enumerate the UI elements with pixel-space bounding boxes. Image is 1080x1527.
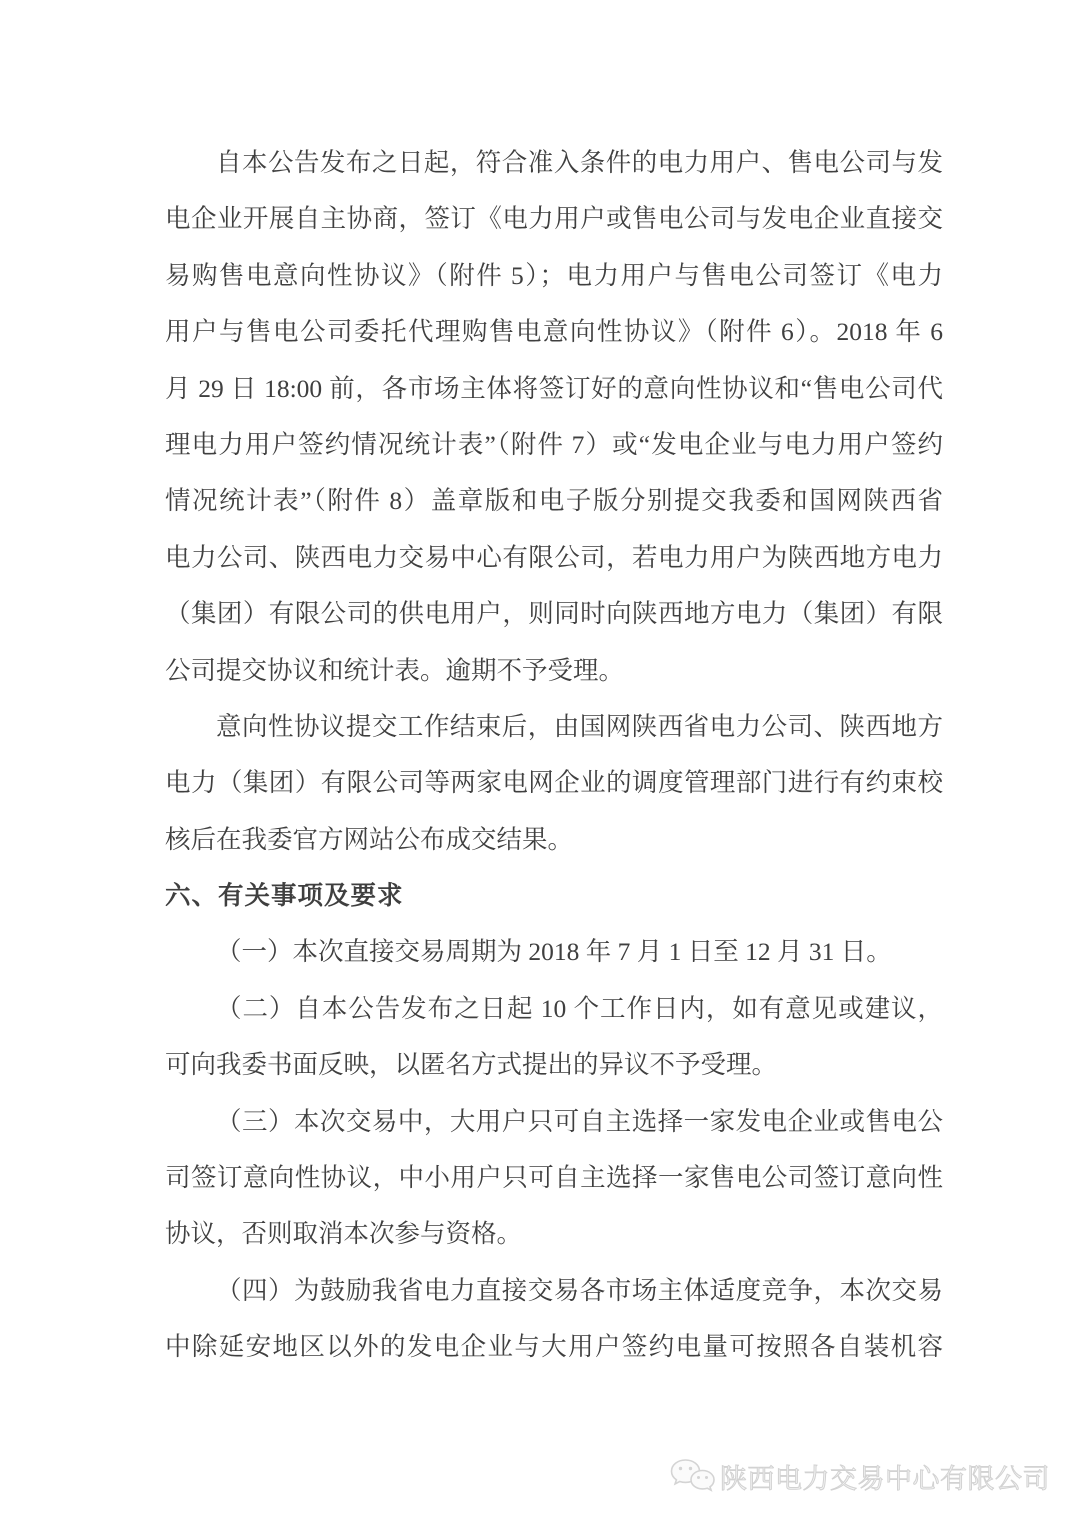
text-line: 核后在我委官方网站公布成交结果。 (165, 824, 574, 854)
text-line: （四）为鼓励我省电力直接交易各市场主体适度竞争，本次交易 (216, 1275, 943, 1305)
text-line: 理电力用户签约情况统计表”（附件 7）或“发电企业与电力用户签约 (165, 429, 943, 459)
text-line: 可向我委书面反映，以匿名方式提出的异议不予受理。 (165, 1050, 778, 1080)
text-line: 司签订意向性协议，中小用户只可自主选择一家售电公司签订意向性 (165, 1163, 943, 1193)
section-heading: 六、有关事项及要求 (165, 881, 404, 911)
text-line: 用户与售电公司委托代理购售电意向性协议》（附件 6）。2018 年 6 (165, 317, 943, 347)
text-line: 电企业开展自主协商，签订《电力用户或售电公司与发电企业直接交 (165, 204, 943, 234)
watermark-footer (668, 1450, 1050, 1502)
text-line: （集团）有限公司的供电用户，则同时向陕西地方电力（集团）有限 (165, 599, 943, 629)
text-line: 电力公司、陕西电力交易中心有限公司，若电力用户为陕西地方电力 (165, 542, 943, 572)
text-line: 情况统计表”（附件 8）盖章版和电子版分别提交我委和国网陕西省 (165, 486, 943, 516)
wechat-logo-icon (668, 1457, 716, 1495)
text-line: 易购售电意向性协议》（附件 5）；电力用户与售电公司签订《电力 (165, 260, 943, 290)
text-line: 自本公告发布之日起，符合准入条件的电力用户、售电公司与发 (216, 148, 943, 177)
watermark-company-name: 陕西电力交易中心有限公司 (720, 1463, 1050, 1494)
text-line: 中除延安地区以外的发电企业与大用户签约电量可按照各自装机容 (165, 1332, 943, 1362)
text-line: 协议，否则取消本次参与资格。 (165, 1219, 523, 1249)
text-line: （三）本次交易中，大用户只可自主选择一家发电企业或售电公 (216, 1106, 943, 1136)
text-line: （一）本次直接交易周期为 2018 年 7 月 1 日至 12 月 31 日。 (216, 937, 892, 967)
document-body (165, 135, 943, 1376)
text-line: 公司提交协议和统计表。逾期不予受理。 (165, 655, 625, 685)
text-line: 月 29 日 18:00 前，各市场主体将签订好的意向性协议和“售电公司代 (165, 373, 943, 403)
text-line: （二）自本公告发布之日起 10 个工作日内，如有意见或建议， (216, 993, 943, 1023)
text-line: 电力（集团）有限公司等两家电网企业的调度管理部门进行有约束校 (165, 768, 943, 798)
text-line: 意向性协议提交工作结束后，由国网陕西省电力公司、陕西地方 (216, 711, 943, 741)
